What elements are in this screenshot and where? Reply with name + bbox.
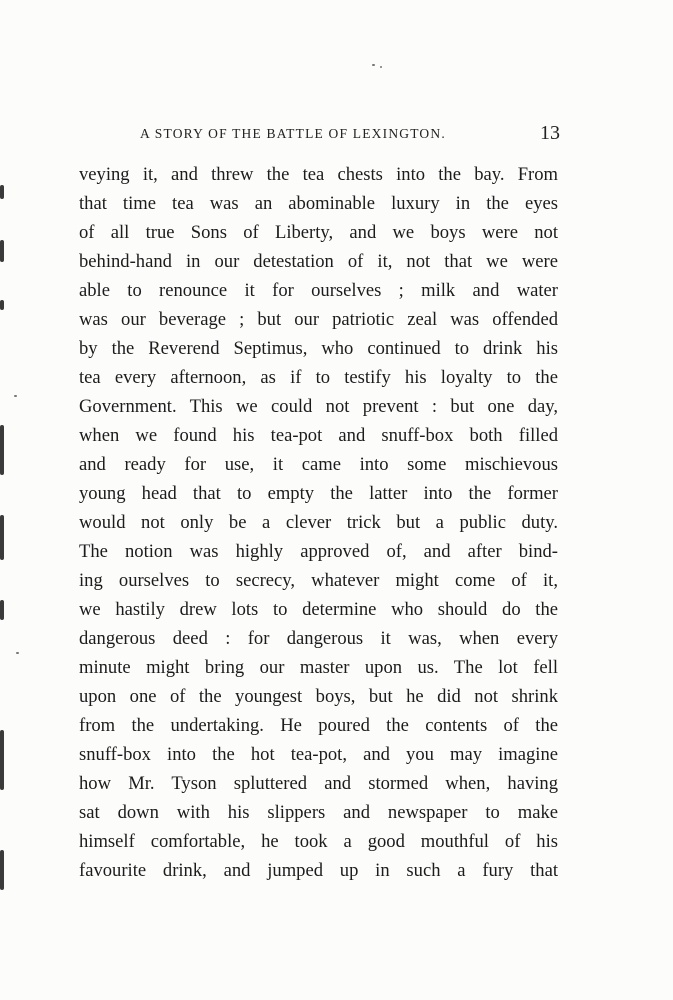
text-line: The notion was highly approved of, and after bind- (79, 541, 558, 562)
binding-shadow (0, 425, 4, 475)
text-line: by the Reverend Septimus, who continued to drink his (79, 338, 558, 359)
binding-shadow (0, 185, 4, 199)
text-line: himself comfortable, he took a good mouthful of his (79, 831, 558, 852)
text-line: upon one of the youngest boys, but he did not shrink (79, 686, 558, 707)
page-header (80, 122, 560, 146)
text-line: young head that to empty the latter into the former (79, 483, 558, 504)
text-line: behind-hand in our detestation of it, not that we were (79, 251, 558, 272)
text-line: veying it, and threw the tea chests into the bay. From (79, 164, 558, 185)
ink-speck (14, 395, 17, 397)
binding-shadow (0, 600, 4, 620)
text-line: of all true Sons of Liberty, and we boys were not (79, 222, 558, 243)
text-line: Government. This we could not prevent : but one day, (79, 396, 558, 417)
text-line: favourite drink, and jumped up in such a fury that (79, 860, 558, 881)
text-line: and ready for use, it came into some mischievous (79, 454, 558, 475)
running-head: A STORY OF THE BATTLE OF LEXINGTON. (140, 126, 446, 141)
text-line: sat down with his slippers and newspaper to make (79, 802, 558, 823)
text-line: tea every afternoon, as if to testify his loyalty to the (79, 367, 558, 388)
page-number: 13 (540, 122, 560, 144)
body-text (79, 160, 558, 885)
ink-speck (372, 64, 375, 66)
ink-speck (380, 66, 382, 68)
text-line: when we found his tea-pot and snuff-box both filled (79, 425, 558, 446)
text-line: minute might bring our master upon us. The lot fell (79, 657, 558, 678)
binding-shadow (0, 850, 4, 890)
text-line: able to renounce it for ourselves ; milk and water (79, 280, 558, 301)
text-line: would not only be a clever trick but a public duty. (79, 512, 558, 533)
text-line: that time tea was an abominable luxury in the eyes (79, 193, 558, 214)
binding-shadow (0, 300, 4, 310)
text-line: from the undertaking. He poured the contents of the (79, 715, 558, 736)
text-line: ing ourselves to secrecy, whatever might come of it, (79, 570, 558, 591)
text-line: how Mr. Tyson spluttered and stormed when, having (79, 773, 558, 794)
text-line: snuff-box into the hot tea-pot, and you may imagine (79, 744, 558, 765)
ink-speck (16, 652, 19, 654)
binding-shadow (0, 515, 4, 560)
text-line: we hastily drew lots to determine who should do the (79, 599, 558, 620)
binding-shadow (0, 730, 4, 790)
text-line: dangerous deed : for dangerous it was, when every (79, 628, 558, 649)
binding-shadow (0, 240, 4, 262)
text-line: was our beverage ; but our patriotic zeal was offended (79, 309, 558, 330)
